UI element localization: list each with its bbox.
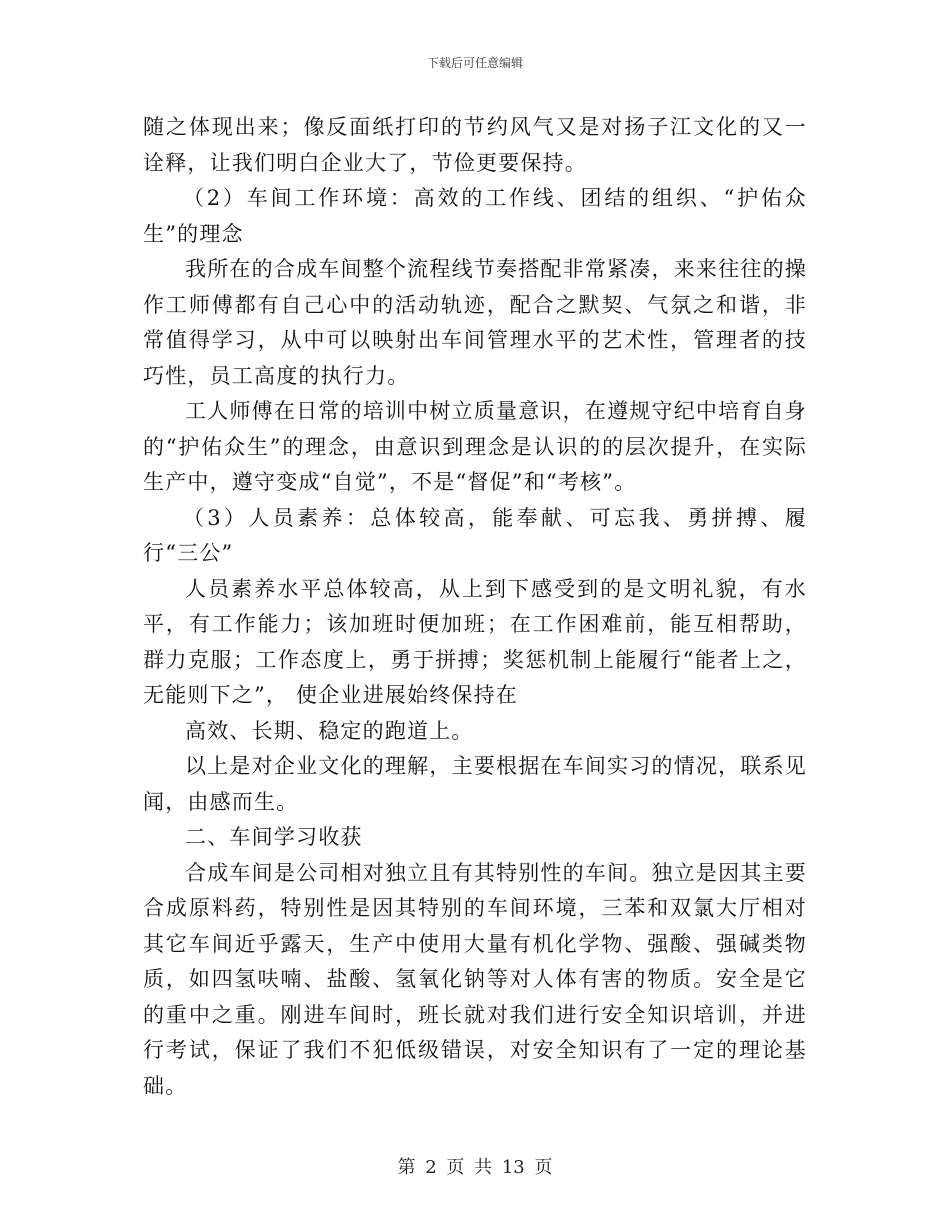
subheading-workshop-environment: （2）车间工作环境：高效的工作线、团结的组织、“护佑众生”的理念 (143, 186, 807, 246)
paragraph-quality-awareness: 工人师傅在日常的培训中树立质量意识，在遵规守纪中培育自身的“护佑众生”的理念，由意识到理念是认识的的层次提升，在实际生产中，遵守变成“自觉”，不是“督促”和“考核”。 (143, 399, 807, 494)
page-footer: 第 2 页 共 13 页 (397, 1157, 553, 1178)
paragraph-synthesis-workshop: 合成车间是公司相对独立且有其特别性的车间。独立是因其主要合成原料药，特别性是因其特别的车间环境，三苯和双氯大厅相对其它车间近乎露天，生产中使用大量有机化学物、强酸、强碱类物质，如四氢呋喃、盐酸、氢氧化钠等对人体有害的物质。安全是它的重中之重。刚进车间时，班长就对我们进行安全知识培训，并进行考试，保证了我们不犯低级错误，对安全知识有了一定的理论基础。 (143, 860, 807, 1098)
paragraph-fragment: 高效、长期、稳定的跑道上。 (185, 718, 474, 743)
paragraph-staff-quality: 人员素养水平总体较高，从上到下感受到的是文明礼貌，有水平，有工作能力；该加班时便加班；在工作困难前，能互相帮助，群力克服；工作态度上，勇于拼搏；奖惩机制上能履行“能者上之，无能则下之”， 使企业进展始终保持在 (143, 576, 807, 707)
page-header: 下载后可任意编辑 (426, 56, 523, 70)
paragraph-summary: 以上是对企业文化的理解，主要根据在车间实习的情况，联系见闻，由感而生。 (143, 754, 807, 814)
section-heading-learning: 二、车间学习收获 (185, 825, 363, 849)
document-body (143, 110, 807, 1104)
paragraph-continuation: 随之体现出来；像反面纸打印的节约风气又是对扬子江文化的又一诠释，让我们明白企业大了，节俭更要保持。 (143, 115, 807, 175)
paragraph-workflow: 我所在的合成车间整个流程线节奏搭配非常紧凑，来来往往的操作工师傅都有自己心中的活动轨迹，配合之默契、气氛之和谐，非常值得学习，从中可以映射出车间管理水平的艺术性，管理者的技巧性，员工高度的执行力。 (143, 257, 807, 388)
subheading-staff-quality: （3）人员素养：总体较高，能奉献、可忘我、勇拼搏、履行“三公” (143, 505, 807, 565)
